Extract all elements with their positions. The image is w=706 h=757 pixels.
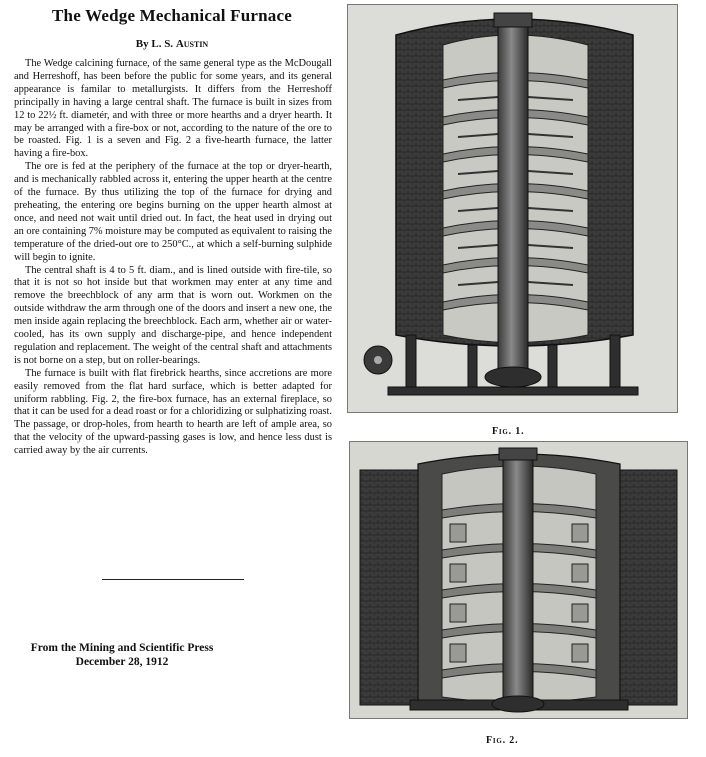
figure-2-caption: Fig. 2. <box>486 735 519 746</box>
source-date: December 28, 1912 <box>75 656 169 668</box>
paragraph-1: The Wedge calcining furnace, of the same general type as the McDougall and Herreshoff, has been before the public for some years, and its general appearance is familar to metallurgists. It differs from the Herreshoff principally in having a large central shaft. The furnace is built in sizes from 12 to 22½ ft. diametér, and with three or more hearths and a dryer hearth. It may be arranged with a fire-box or not, according to the nature of the ore to be roasted. Fig. 1 is a seven and Fig. 2 a five-hearth furnace, the latter having a fire-box. <box>14 58 332 160</box>
paragraph-3: The central shaft is 4 to 5 ft. diam., and is lined outside with fire-tile, so that it is not so hot inside but that workmen may enter at any time and remove the breechblock of any arm that is worn out. Workmen on the outside withdraw the arm through one of the doors and insert a new one, the men inside again replacing the breechblock. Each arm, whether air or water-cooled, has its own supply and discharge-pipe, and hence independent regulation and replacement. The weight of the central shaft and attachments is not borne on a step, but on roller-bearings. <box>14 264 332 366</box>
article-title: The Wedge Mechanical Furnace <box>52 6 292 25</box>
byline <box>0 38 344 50</box>
source-note <box>0 641 244 669</box>
byline-prefix: By L. S. <box>135 38 176 50</box>
figure-2-furnace-illustration <box>349 441 688 719</box>
figure-1-caption: Fig. 1. <box>492 426 525 437</box>
paragraph-2: The ore is fed at the periphery of the furnace at the top or dryer-hearth, and is mechanically rabbled across it, entering the upper hearth at the centre of the furnace. By thus utilizing the top of the furnace for drying and preheating, the entering ore begins burning on the upper hearth almost at once, and need not wait until dried out. In fact, the heat used in drying out an ore containing 7% moisture may be computed as equivalent to raising the temperature of the dried-out ore to 250°C., at which a self-burning sulphide will begin to ignite. <box>14 161 332 263</box>
section-rule <box>102 579 244 580</box>
article-body <box>14 58 332 458</box>
source-publication: From the Mining and Scientific Press <box>30 642 214 654</box>
byline-author: Austin <box>175 38 209 50</box>
furnace-drawing-2 <box>350 442 687 718</box>
furnace-drawing-1 <box>348 5 677 412</box>
paragraph-4: The furnace is built with flat firebrick hearths, since accretions are more easily removed from the flat hard surface, which is better adapted for uniform rabbling. Fig. 2, the fire-box furnace, has an external fireplace, so that it can be used for a dead roast or for a chloridizing or sulphatizing roast. The passage, or drop-holes, from hearth to hearth are left of ample area, so that the velocity of the upward-passing gases is low, and hence less dust is carried away by the air currents. <box>14 367 332 457</box>
figure-1-furnace-illustration <box>347 4 678 413</box>
